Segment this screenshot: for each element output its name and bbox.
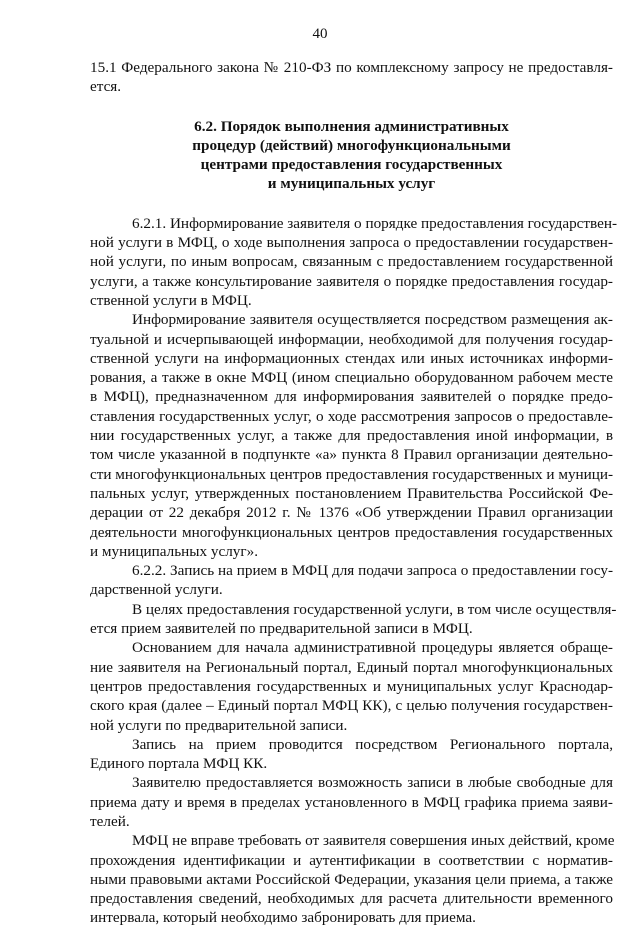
text-line: 6.2.1. Информирование заявителя о порядке предоставления государствен- [132, 214, 618, 232]
text-line: предоставления сведений, необходимых для расчета длительности временного [90, 890, 613, 908]
paragraph [90, 310, 613, 561]
text-line: прохождения идентификации и аутентификации в соответствии с норматив- [90, 851, 613, 869]
title-line: и муниципальных услуг [267, 175, 436, 193]
title-line: процедур (действий) многофункциональными [192, 136, 511, 154]
document-body [90, 58, 618, 928]
text-line: МФЦ не вправе требовать от заявителя совершения иных действий, кроме [132, 832, 615, 850]
paragraph [90, 773, 613, 831]
text-line: туальной и исчерпывающей информации, необходимой для получения государ- [90, 330, 613, 348]
text-line: дерации от 22 декабря 2012 г. № 1376 «Об утверждении Правил организации [90, 504, 613, 522]
text-line: услуги, а также консультирование заявителя о порядке предоставления государ- [90, 272, 613, 290]
text-line: 6.2.2. Запись на прием в МФЦ для подачи запроса о предоставлении госу- [132, 562, 613, 580]
text-line: В целях предоставления государственной услуги, в том числе осуществля- [132, 600, 617, 618]
text-line: ной услуги по предварительной записи. [90, 716, 348, 734]
page-number: 40 [312, 26, 328, 42]
text-line: 15.1 Федерального закона № 210-ФЗ по комплексному запросу не предоставля- [90, 59, 613, 76]
paragraph [90, 638, 613, 734]
text-line: ными правовыми актами Российской Федерации, указания цели приема, а также [90, 870, 613, 888]
text-line: ственной услуги на информационных стендах или иных источниках информи- [90, 349, 613, 367]
paragraph [90, 561, 613, 600]
text-line: ется прием заявителей по предварительной записи в МФЦ. [90, 620, 473, 638]
paragraph [90, 735, 613, 774]
text-line: в МФЦ), предназначенном для информирования заявителей о порядке предо- [90, 388, 613, 406]
paragraph [90, 214, 618, 310]
paragraph [90, 831, 613, 927]
text-line: Единого портала МФЦ КК. [90, 755, 268, 773]
text-line: ной услуги, по иным вопросам, связанным с предоставлением государственной [90, 253, 613, 271]
text-line: ского края (далее – Единый портал МФЦ КК), с целью получения государствен- [90, 697, 613, 715]
text-line: рования, а также в окне МФЦ (ином специально оборудованном рабочем месте [90, 369, 613, 387]
text-line: ственной услуги в МФЦ. [90, 291, 252, 309]
title-line: 6.2. Порядок выполнения административных [194, 117, 509, 135]
text-line: ставления государственных услуг, о ходе рассмотрения запросов о предоставле- [90, 407, 613, 425]
text-line: дарственной услуги. [90, 581, 223, 599]
text-line: сти многофункциональных центров предоставления государственных и муници- [90, 465, 614, 483]
text-line: нии государственных услуг, а также для предоставления иной информации, в [90, 427, 613, 445]
text-line: пальных услуг, утвержденных постановлением Правительства Российской Фе- [90, 484, 613, 502]
text-line: Информирование заявителя осуществляется посредством размещения ак- [132, 311, 613, 329]
paragraph-list [90, 214, 618, 928]
text-line: Основанием для начала административной процедуры является обраще- [132, 639, 613, 657]
text-line: центров предоставления государственных и муниципальных услуг Краснодар- [90, 677, 613, 695]
text-line: телей. [90, 812, 130, 830]
text-line: деятельности многофункциональных центров предоставления государственных [90, 523, 613, 541]
text-line: ной услуги в МФЦ, о ходе выполнения запроса о предоставлении государствен- [90, 234, 613, 252]
intro-text [90, 58, 613, 97]
text-line: Запись на прием проводится посредством Регионального портала, [132, 735, 613, 753]
paragraph [90, 600, 617, 639]
text-line: и муниципальных услуг». [90, 542, 258, 560]
text-line: ется. [90, 78, 122, 96]
text-line: ние заявителя на Региональный портал, Единый портал многофункциональных [90, 658, 613, 676]
title-line: центрами предоставления государственных [200, 156, 503, 174]
text-line: Заявителю предоставляется возможность записи в любые свободные для [132, 774, 613, 792]
section-title [90, 117, 613, 194]
text-line: приема дату и время в пределах установленного в МФЦ графика приема заяви- [90, 793, 613, 811]
text-line: том числе указанной в подпункте «а» пункта 8 Правил организации деятельно- [90, 446, 613, 464]
text-line: интервала, который необходимо забронировать для приема. [90, 909, 476, 927]
